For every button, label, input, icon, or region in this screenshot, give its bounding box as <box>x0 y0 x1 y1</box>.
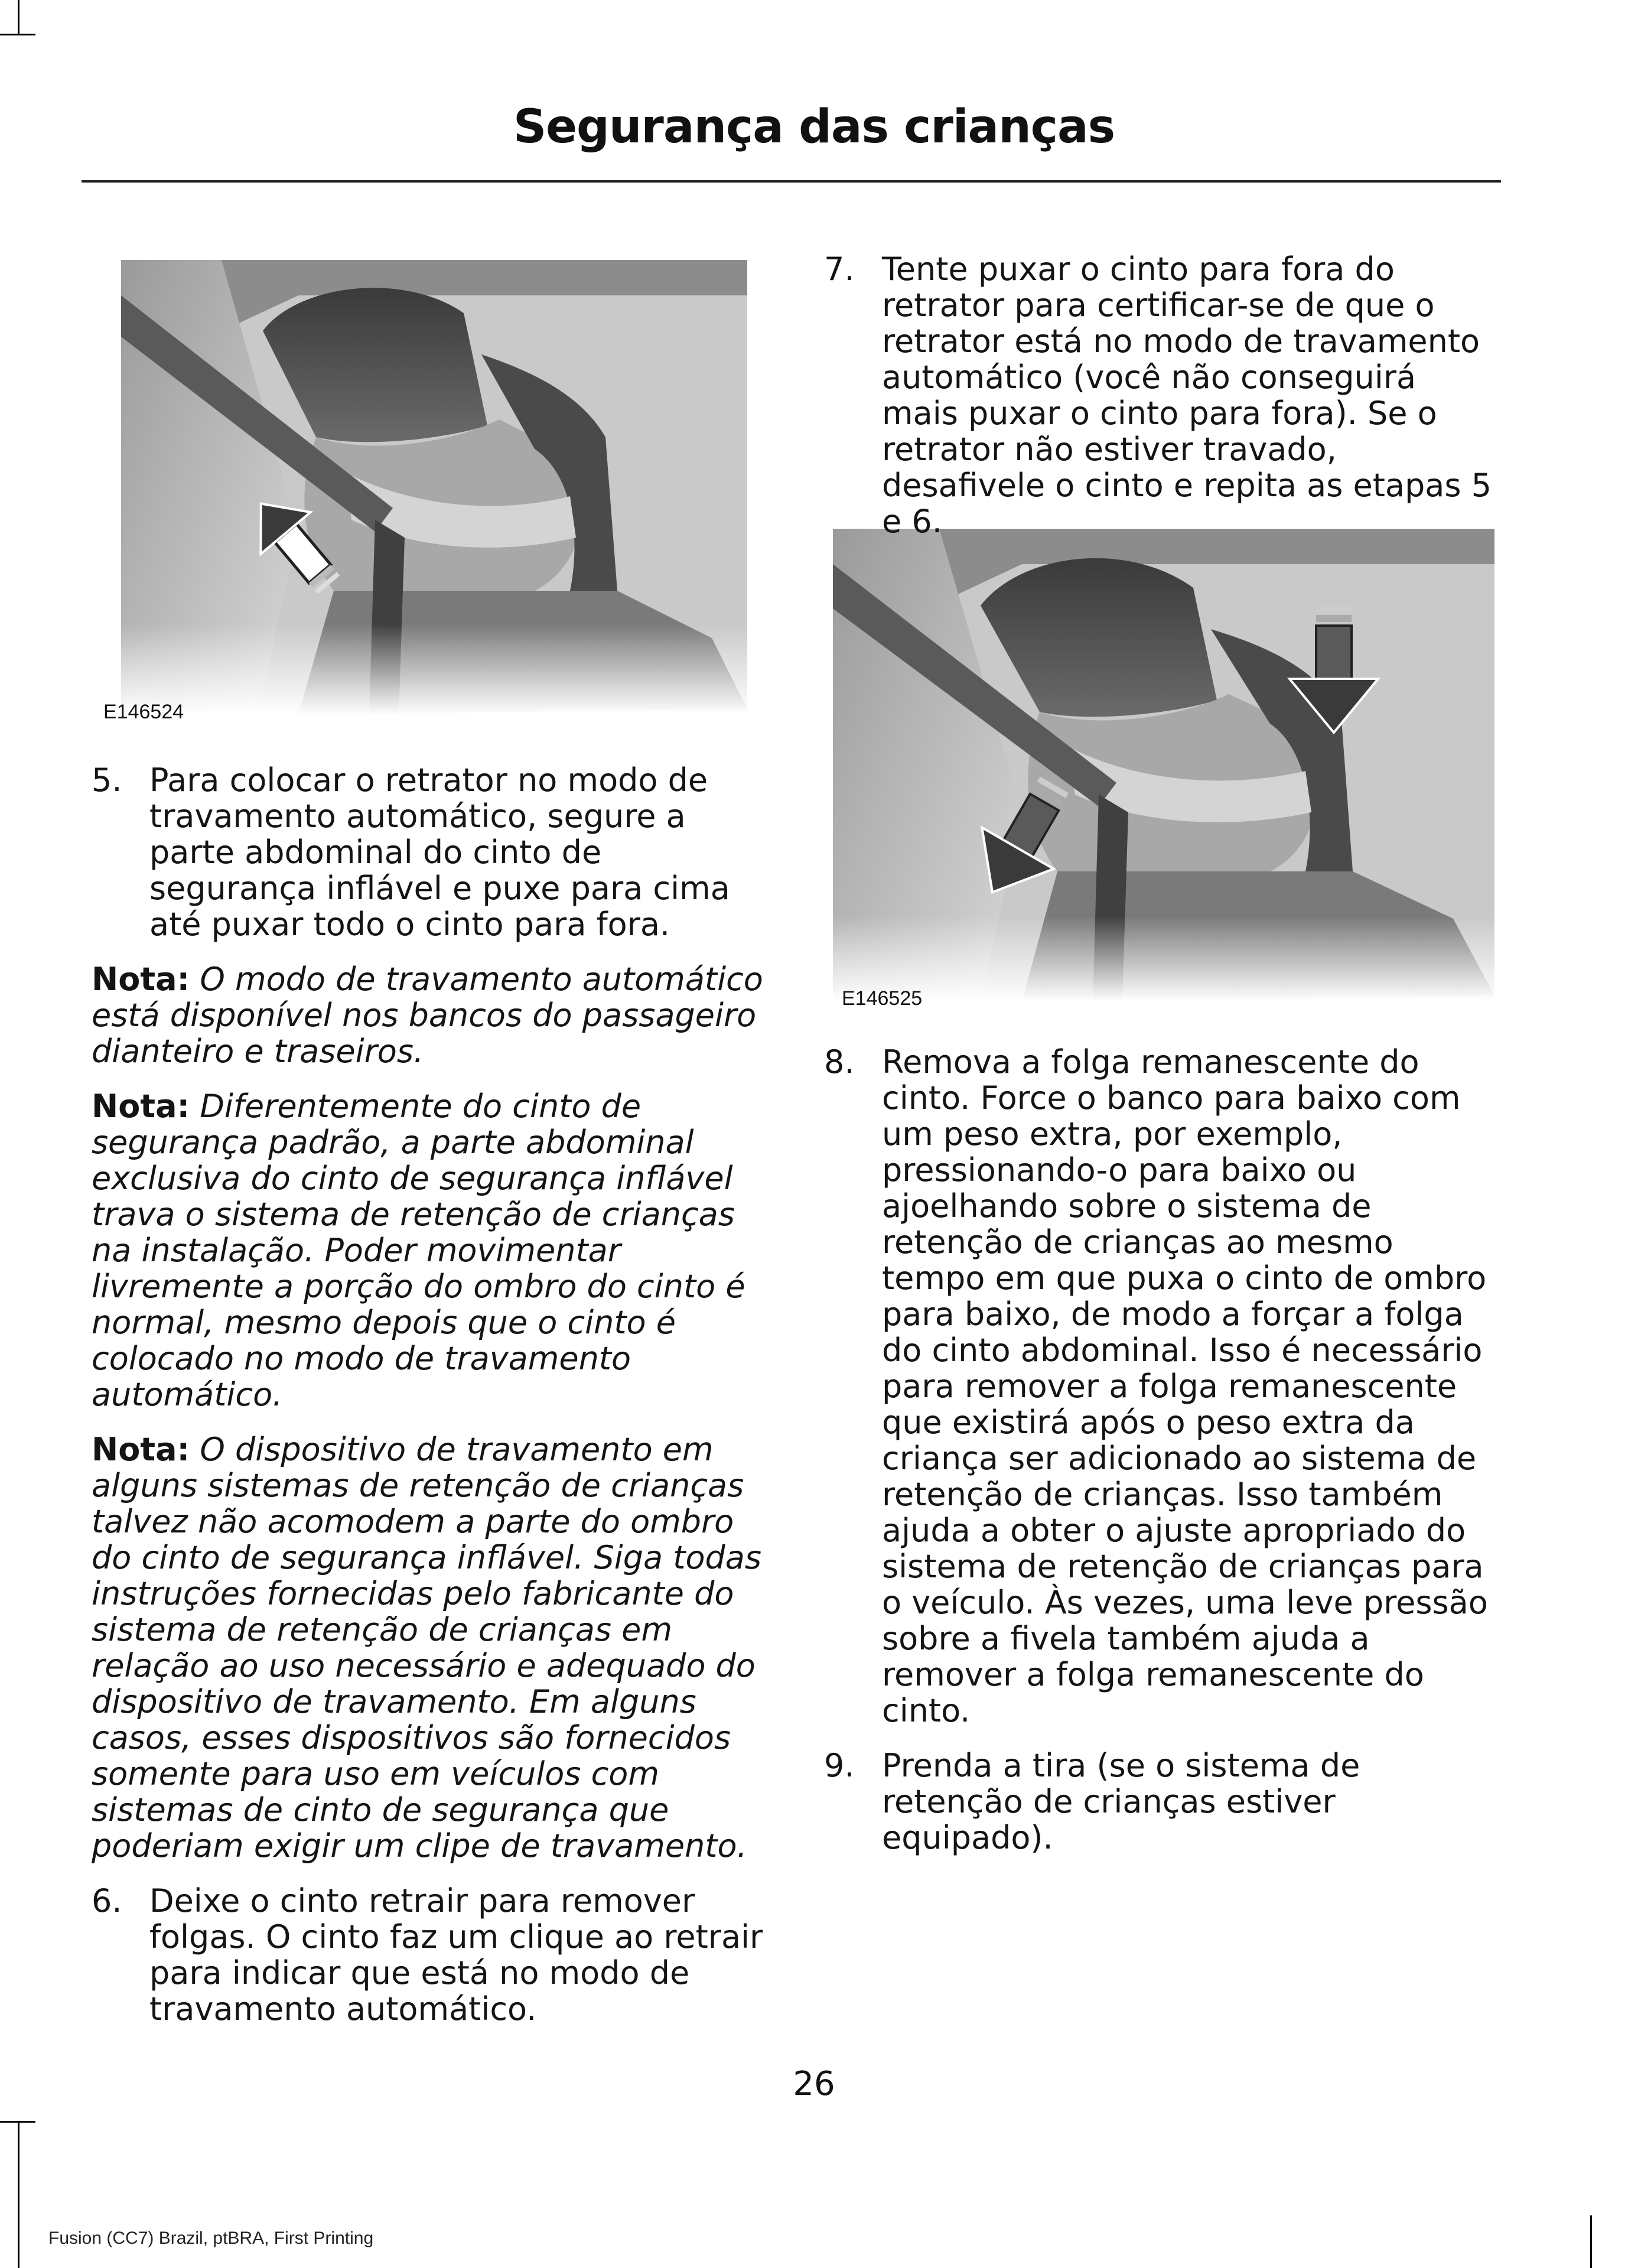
figure-child-seat-push-down <box>833 529 1494 1001</box>
note-label: Nota: <box>92 961 190 998</box>
step-text: Remova a folga remanescente do cinto. Force o banco para baixo com um peso extra, por exemplo, pressionando-o para baixo ou ajoelhando sobre o sistema de retenção de crianças ao mesmo tempo em que puxa o cinto de ombro para baixo, de modo a forçar a folga do cinto abdominal. Isso é necessário para remover a folga remanescente que existirá após o peso extra da criança ser adicionado ao sistema de retenção de crianças. Isso também ajuda a obter o ajuste apropriado do sistema de retenção de crianças para o veículo. Às vezes, uma leve pressão sobre a fivela também ajuda a remover a folga remanescente do cinto. <box>882 1043 1488 1729</box>
crop-mark <box>18 0 19 35</box>
step-7 <box>824 251 1497 539</box>
crop-mark <box>18 2121 19 2268</box>
step-text: Prenda a tira (se o sistema de retenção de crianças estiver equipado). <box>882 1747 1360 1856</box>
crop-mark <box>0 2121 35 2123</box>
crop-mark <box>0 34 35 35</box>
figure-code: E146525 <box>842 987 923 1010</box>
step-5 <box>92 762 765 942</box>
note-text: O dispositivo de travamento em alguns sistemas de retenção de crianças talvez não acomodem a parte do ombro do cinto de segurança inflável. Siga todas instruções fornecidas pelo fabricante do sistema de retenção de crianças em relação ao uso necessário e adequado do dispositivo de travamento. Em alguns casos, esses dispositivos são fornecidos somente para uso em veículos com sistemas de cinto de segurança que poderiam exigir um clipe de travamento. <box>92 1431 761 1864</box>
page-number: 26 <box>793 2065 835 2103</box>
child-seat-illustration <box>833 529 1494 1001</box>
step-number: 8. <box>824 1043 855 1081</box>
note-text: Diferentemente do cinto de segurança padrão, a parte abdominal exclusiva do cinto de segurança inflável trava o sistema de retenção de crianças na instalação. Poder movimentar livremente a porção do ombro do cinto é normal, mesmo depois que o cinto é colocado no modo de travamento automático. <box>92 1088 745 1413</box>
step-number: 7. <box>824 250 855 288</box>
figure-child-seat-lap-belt <box>121 260 747 715</box>
step-number: 9. <box>824 1747 855 1784</box>
figure-code: E146524 <box>103 701 184 723</box>
right-column <box>824 251 1497 539</box>
footer-edition: Fusion (CC7) Brazil, ptBRA, First Printing <box>48 2228 374 2248</box>
note <box>92 961 765 1069</box>
step-text: Tente puxar o cinto para fora do retrator para certificar-se de que o retrator está no modo de travamento automático (você não conseguirá mais puxar o cinto para fora). Se o retrator não estiver travado, desafivele o cinto e repita as etapas 5 e 6. <box>882 250 1492 540</box>
step-8 <box>824 1044 1497 1729</box>
step-6 <box>92 1883 765 2027</box>
header-rule <box>82 180 1501 183</box>
left-column <box>92 762 765 2027</box>
note-label: Nota: <box>92 1088 190 1125</box>
note-text: O modo de travamento automático está disponível nos bancos do passageiro dianteiro e traseiros. <box>92 961 763 1070</box>
right-column-continued <box>824 1044 1497 1856</box>
note <box>92 1088 765 1413</box>
child-seat-illustration <box>121 260 747 715</box>
step-number: 6. <box>92 1882 122 1919</box>
page-title: Segurança das crianças <box>513 100 1115 154</box>
step-number: 5. <box>92 762 122 799</box>
step-text: Para colocar o retrator no modo de travamento automático, segure a parte abdominal do cinto de segurança inflável e puxe para cima até puxar todo o cinto para fora. <box>149 762 730 943</box>
note-label: Nota: <box>92 1431 190 1468</box>
crop-mark <box>1590 2215 1592 2268</box>
note <box>92 1431 765 1864</box>
step-text: Deixe o cinto retrair para remover folgas. O cinto faz um clique ao retrair para indicar que está no modo de travamento automático. <box>149 1882 763 2028</box>
step-9 <box>824 1748 1497 1856</box>
